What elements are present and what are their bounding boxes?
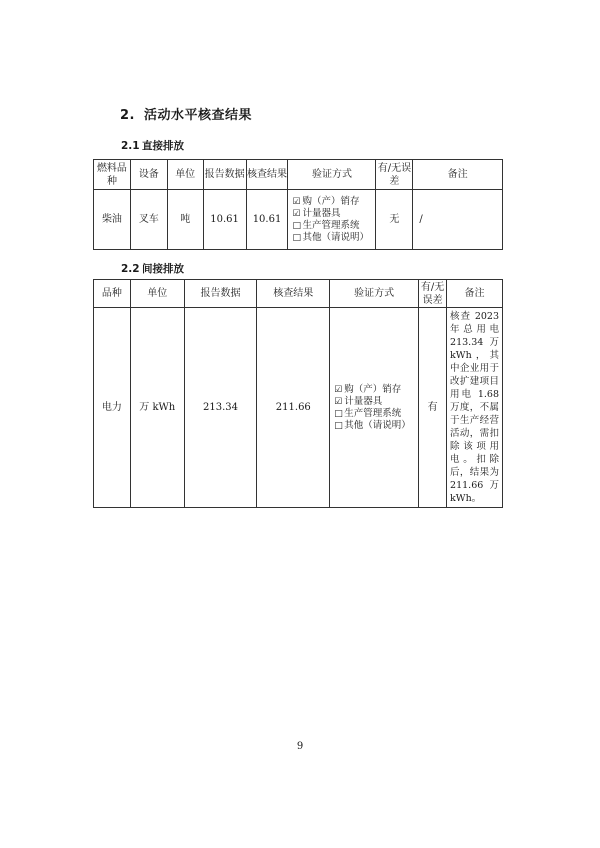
verified-cell: 10.61 (246, 190, 288, 250)
equipment-cell: 叉车 (130, 190, 167, 250)
remark-cell: / (413, 190, 503, 250)
method-option (292, 196, 375, 208)
method-option (292, 232, 375, 244)
method-label: 其他（请说明） (344, 419, 411, 431)
type-cell: 电力 (94, 308, 131, 508)
table-row (94, 308, 503, 508)
checked-box-icon: ☑ (334, 396, 343, 407)
method-option (334, 396, 418, 408)
method-option (292, 208, 375, 220)
remark-cell: 核查 2023 年总用电 213.34 万 kWh，其中企业用于改扩建项目用电 1.68 万度，不属于生产经营活动，需扣除该项用电。扣除后，结果为 211.66 万 kWh。 (447, 308, 503, 508)
header-cell: 品种 (94, 280, 131, 308)
direct-emission-table (93, 159, 503, 250)
subsection-direct-heading: 直接排放 (142, 140, 184, 152)
unchecked-box-icon: □ (334, 408, 343, 419)
unit-cell: 吨 (167, 190, 203, 250)
unchecked-box-icon: □ (292, 232, 301, 243)
method-label: 其他（请说明） (302, 231, 369, 243)
method-option (292, 220, 375, 232)
method-label: 计量器具 (344, 395, 383, 407)
method-label: 生产管理系统 (344, 407, 402, 419)
subsection-indirect-number: 2.2 (121, 263, 140, 275)
unchecked-box-icon: □ (334, 420, 343, 431)
header-cell: 有/无误差 (376, 160, 413, 190)
error-cell: 无 (376, 190, 413, 250)
page-number: 9 (296, 741, 304, 752)
table-header-row (94, 280, 503, 308)
verified-cell: 211.66 (257, 308, 330, 508)
header-cell: 有/无误差 (419, 280, 447, 308)
method-label: 购（产）销存 (344, 383, 402, 395)
header-cell: 设备 (130, 160, 167, 190)
table-header-row (94, 160, 503, 190)
method-option (334, 408, 418, 420)
checked-box-icon: ☑ (334, 384, 343, 395)
checked-box-icon: ☑ (292, 208, 301, 219)
section-number: 2. (120, 108, 135, 123)
header-cell: 备注 (447, 280, 503, 308)
header-cell: 验证方式 (330, 280, 419, 308)
unchecked-box-icon: □ (292, 220, 301, 231)
reported-cell: 213.34 (184, 308, 257, 508)
subsection-direct-title (121, 138, 184, 153)
verification-methods (330, 308, 419, 508)
error-cell: 有 (419, 308, 447, 508)
method-option (334, 420, 418, 432)
header-cell: 单位 (130, 280, 184, 308)
subsection-indirect-heading: 间接排放 (142, 263, 184, 275)
header-cell: 报告数据 (203, 160, 246, 190)
header-cell: 备注 (413, 160, 503, 190)
subsection-direct-number: 2.1 (121, 140, 140, 152)
header-cell: 单位 (167, 160, 203, 190)
method-option (334, 384, 418, 396)
method-label: 生产管理系统 (302, 219, 360, 231)
section-title (120, 104, 252, 123)
table-row (94, 190, 503, 250)
method-label: 购（产）销存 (302, 195, 360, 207)
reported-cell: 10.61 (203, 190, 246, 250)
header-cell: 核查结果 (246, 160, 288, 190)
verification-methods (288, 190, 376, 250)
header-cell: 报告数据 (184, 280, 257, 308)
header-cell: 核查结果 (257, 280, 330, 308)
fuel-cell: 柴油 (94, 190, 131, 250)
section-heading: 活动水平核查结果 (144, 108, 253, 123)
checked-box-icon: ☑ (292, 196, 301, 207)
header-cell: 验证方式 (288, 160, 376, 190)
method-label: 计量器具 (302, 207, 341, 219)
indirect-emission-table (93, 279, 503, 508)
unit-cell: 万 kWh (130, 308, 184, 508)
subsection-indirect-title (121, 261, 184, 276)
header-cell: 燃料品种 (94, 160, 131, 190)
